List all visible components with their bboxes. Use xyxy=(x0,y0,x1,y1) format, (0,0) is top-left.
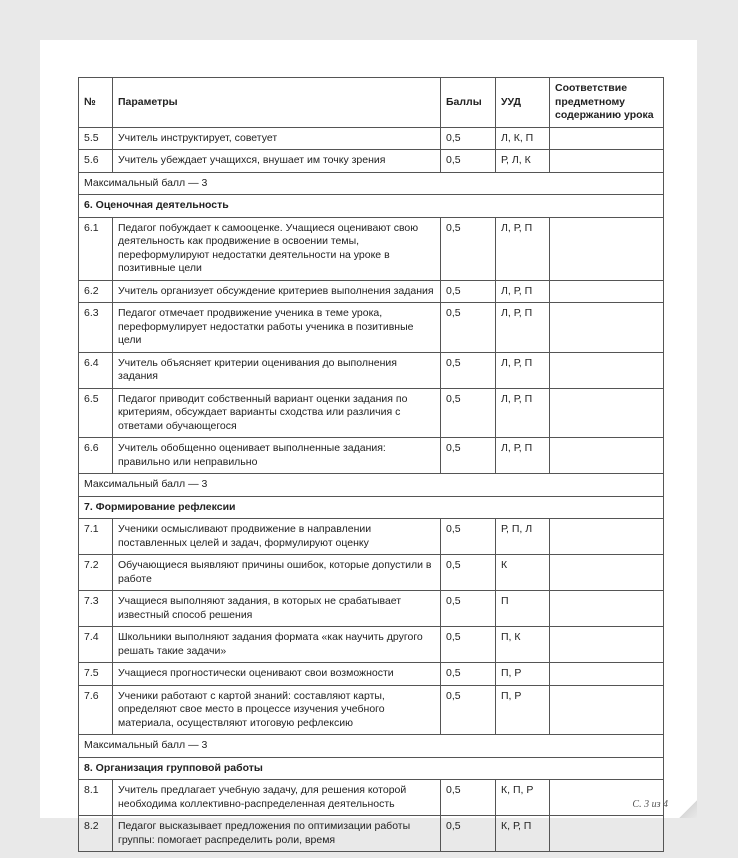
item-number: 5.6 xyxy=(79,150,113,173)
table-row xyxy=(79,217,664,280)
item-number: 8.2 xyxy=(79,816,113,852)
item-subject-match-cell xyxy=(550,352,664,388)
table-row xyxy=(79,685,664,735)
item-uud: Р, Л, К xyxy=(496,150,550,173)
item-uud: П, Р xyxy=(496,685,550,735)
max-score-label: Максимальный балл — 3 xyxy=(79,172,664,195)
evaluation-table xyxy=(78,77,664,852)
item-description: Учитель убеждает учащихся, внушает им точку зрения xyxy=(113,150,441,173)
item-subject-match-cell xyxy=(550,127,664,150)
section-title: 7. Формирование рефлексии xyxy=(79,496,664,519)
item-description: Учитель обобщенно оценивает выполненные задания: правильно или неправильно xyxy=(113,438,441,474)
item-description: Учащиеся выполняют задания, в которых не срабатывает известный способ решения xyxy=(113,591,441,627)
item-score: 0,5 xyxy=(441,352,496,388)
item-subject-match-cell xyxy=(550,217,664,280)
item-uud: Л, Р, П xyxy=(496,438,550,474)
item-description: Обучающиеся выявляют причины ошибок, которые допустили в работе xyxy=(113,555,441,591)
item-score: 0,5 xyxy=(441,519,496,555)
item-subject-match-cell xyxy=(550,780,664,816)
item-score: 0,5 xyxy=(441,663,496,686)
item-description: Школьники выполняют задания формата «как научить другого решать такие задачи» xyxy=(113,627,441,663)
document-page xyxy=(40,40,697,846)
section-title: 8. Организация групповой работы xyxy=(79,757,664,780)
max-score-row xyxy=(79,474,664,497)
item-uud: Л, Р, П xyxy=(496,303,550,353)
table-row xyxy=(79,438,664,474)
table-row xyxy=(79,150,664,173)
item-subject-match-cell xyxy=(550,280,664,303)
table-row xyxy=(79,519,664,555)
section-heading-row xyxy=(79,496,664,519)
item-uud: Р, П, Л xyxy=(496,519,550,555)
page-corner-fold xyxy=(679,800,697,818)
item-uud: К xyxy=(496,555,550,591)
item-uud: Л, Р, П xyxy=(496,217,550,280)
item-description: Ученики осмысливают продвижение в направлении поставленных целей и задач, формулируют оценку xyxy=(113,519,441,555)
table-row xyxy=(79,663,664,686)
item-uud: Л, Р, П xyxy=(496,352,550,388)
item-subject-match-cell xyxy=(550,438,664,474)
item-description: Учитель предлагает учебную задачу, для решения которой необходима коллективно-распределенная деятельность xyxy=(113,780,441,816)
header-parameters: Параметры xyxy=(113,78,441,128)
header-score: Баллы xyxy=(441,78,496,128)
item-subject-match-cell xyxy=(550,663,664,686)
item-number: 7.1 xyxy=(79,519,113,555)
item-description: Педагог приводит собственный вариант оценки задания по критериям, обсуждает варианты сходства или различия с ответами обучающегося xyxy=(113,388,441,438)
item-description: Педагог побуждает к самооценке. Учащиеся оценивают свою деятельность как продвижение в освоении темы, переформулируют недостатки деятельности на уроке в позитивные цели xyxy=(113,217,441,280)
table-row xyxy=(79,591,664,627)
header-uud: УУД xyxy=(496,78,550,128)
item-score: 0,5 xyxy=(441,127,496,150)
table-header-row xyxy=(79,78,664,128)
table-row xyxy=(79,780,664,816)
item-score: 0,5 xyxy=(441,388,496,438)
item-score: 0,5 xyxy=(441,438,496,474)
item-description: Учитель инструктирует, советует xyxy=(113,127,441,150)
item-score: 0,5 xyxy=(441,816,496,852)
item-score: 0,5 xyxy=(441,280,496,303)
item-number: 7.4 xyxy=(79,627,113,663)
item-description: Учащиеся прогностически оценивают свои возможности xyxy=(113,663,441,686)
item-number: 7.2 xyxy=(79,555,113,591)
item-uud: П xyxy=(496,591,550,627)
table-row xyxy=(79,816,664,852)
item-number: 7.6 xyxy=(79,685,113,735)
item-uud: П, Р xyxy=(496,663,550,686)
item-subject-match-cell xyxy=(550,303,664,353)
item-number: 6.2 xyxy=(79,280,113,303)
item-subject-match-cell xyxy=(550,150,664,173)
item-score: 0,5 xyxy=(441,555,496,591)
page-number: С. 3 из 4 xyxy=(632,799,668,810)
table-row xyxy=(79,303,664,353)
item-subject-match-cell xyxy=(550,816,664,852)
item-uud: Л, Р, П xyxy=(496,388,550,438)
item-subject-match-cell xyxy=(550,555,664,591)
max-score-label: Максимальный балл — 3 xyxy=(79,735,664,758)
item-description: Педагог высказывает предложения по оптимизации работы группы: помогает распределить роли, время xyxy=(113,816,441,852)
item-number: 6.1 xyxy=(79,217,113,280)
table-row xyxy=(79,627,664,663)
item-score: 0,5 xyxy=(441,217,496,280)
section-heading-row xyxy=(79,195,664,218)
item-number: 7.3 xyxy=(79,591,113,627)
item-subject-match-cell xyxy=(550,685,664,735)
item-description: Педагог отмечает продвижение ученика в теме урока, переформулирует недостатки работы ученика в позитивные цели xyxy=(113,303,441,353)
table-row xyxy=(79,352,664,388)
max-score-label: Максимальный балл — 3 xyxy=(79,474,664,497)
item-description: Учитель организует обсуждение критериев выполнения задания xyxy=(113,280,441,303)
table-row xyxy=(79,127,664,150)
item-uud: П, К xyxy=(496,627,550,663)
item-number: 8.1 xyxy=(79,780,113,816)
item-number: 7.5 xyxy=(79,663,113,686)
item-score: 0,5 xyxy=(441,780,496,816)
item-score: 0,5 xyxy=(441,150,496,173)
item-number: 6.6 xyxy=(79,438,113,474)
item-uud: К, П, Р xyxy=(496,780,550,816)
table-row xyxy=(79,280,664,303)
item-number: 6.5 xyxy=(79,388,113,438)
item-subject-match-cell xyxy=(550,519,664,555)
header-number: № xyxy=(79,78,113,128)
table-body xyxy=(79,127,664,852)
item-number: 6.3 xyxy=(79,303,113,353)
item-score: 0,5 xyxy=(441,627,496,663)
item-uud: К, Р, П xyxy=(496,816,550,852)
item-description: Учитель объясняет критерии оценивания до выполнения задания xyxy=(113,352,441,388)
max-score-row xyxy=(79,735,664,758)
header-subject-match: Соответствие предметному содержанию урока xyxy=(550,78,664,128)
item-subject-match-cell xyxy=(550,627,664,663)
item-subject-match-cell xyxy=(550,591,664,627)
item-uud: Л, К, П xyxy=(496,127,550,150)
item-description: Ученики работают с картой знаний: составляют карты, определяют свое место в процессе изучения учебного материала, осуществляют итоговую рефлексию xyxy=(113,685,441,735)
item-uud: Л, Р, П xyxy=(496,280,550,303)
item-number: 5.5 xyxy=(79,127,113,150)
item-subject-match-cell xyxy=(550,388,664,438)
table-row xyxy=(79,555,664,591)
section-heading-row xyxy=(79,757,664,780)
max-score-row xyxy=(79,172,664,195)
item-number: 6.4 xyxy=(79,352,113,388)
table-row xyxy=(79,388,664,438)
section-title: 6. Оценочная деятельность xyxy=(79,195,664,218)
item-score: 0,5 xyxy=(441,685,496,735)
item-score: 0,5 xyxy=(441,303,496,353)
item-score: 0,5 xyxy=(441,591,496,627)
